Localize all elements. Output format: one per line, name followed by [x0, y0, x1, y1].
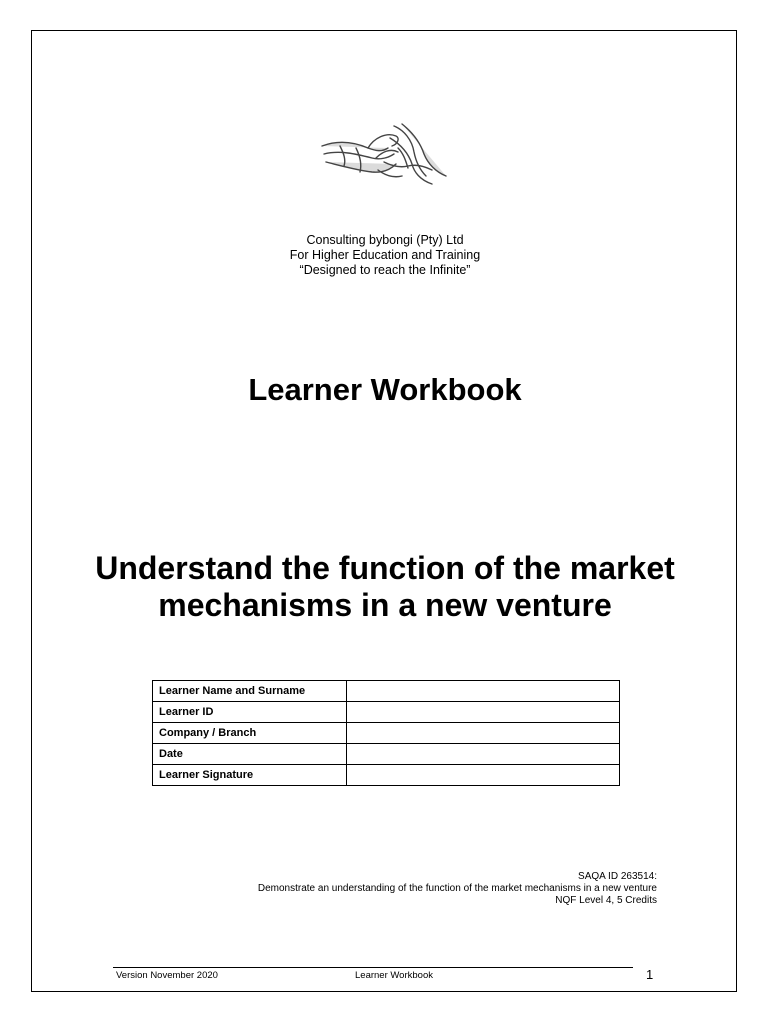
saqa-description: Demonstrate an understanding of the function of the market mechanisms in a new venture: [257, 883, 657, 894]
company-name: Consulting bybongi (Pty) Ltd: [306, 233, 464, 247]
row-label: Date: [153, 744, 347, 765]
footer-divider: [113, 967, 633, 968]
row-label: Learner Name and Surname: [153, 681, 347, 702]
table-row: [153, 744, 620, 765]
nqf-level: NQF Level 4, 5 Credits: [555, 895, 657, 906]
learner-signature-field[interactable]: [347, 765, 620, 786]
company-branch-field[interactable]: [347, 723, 620, 744]
table-row: [153, 681, 620, 702]
row-label: Learner Signature: [153, 765, 347, 786]
company-info: [0, 233, 770, 278]
footer-doc-name: Learner Workbook: [355, 970, 433, 981]
table-row: [153, 765, 620, 786]
clasped-hands-icon: [316, 118, 454, 190]
date-field[interactable]: [347, 744, 620, 765]
company-subtitle: For Higher Education and Training: [289, 248, 481, 262]
saqa-id: SAQA ID 263514:: [578, 871, 657, 882]
row-label: Company / Branch: [153, 723, 347, 744]
saqa-info: [258, 871, 657, 907]
learner-id-field[interactable]: [347, 702, 620, 723]
row-label: Learner ID: [153, 702, 347, 723]
page-number: 1: [646, 967, 654, 982]
footer-version: Version November 2020: [116, 970, 218, 981]
table-row: [153, 723, 620, 744]
table-row: [153, 702, 620, 723]
learner-details-table: [152, 680, 620, 786]
company-tagline: “Designed to reach the Infinite”: [299, 263, 471, 277]
workbook-title: Learner Workbook: [248, 372, 522, 407]
module-title: Understand the function of the market mechanisms in a new venture: [95, 550, 675, 623]
learner-name-field[interactable]: [347, 681, 620, 702]
